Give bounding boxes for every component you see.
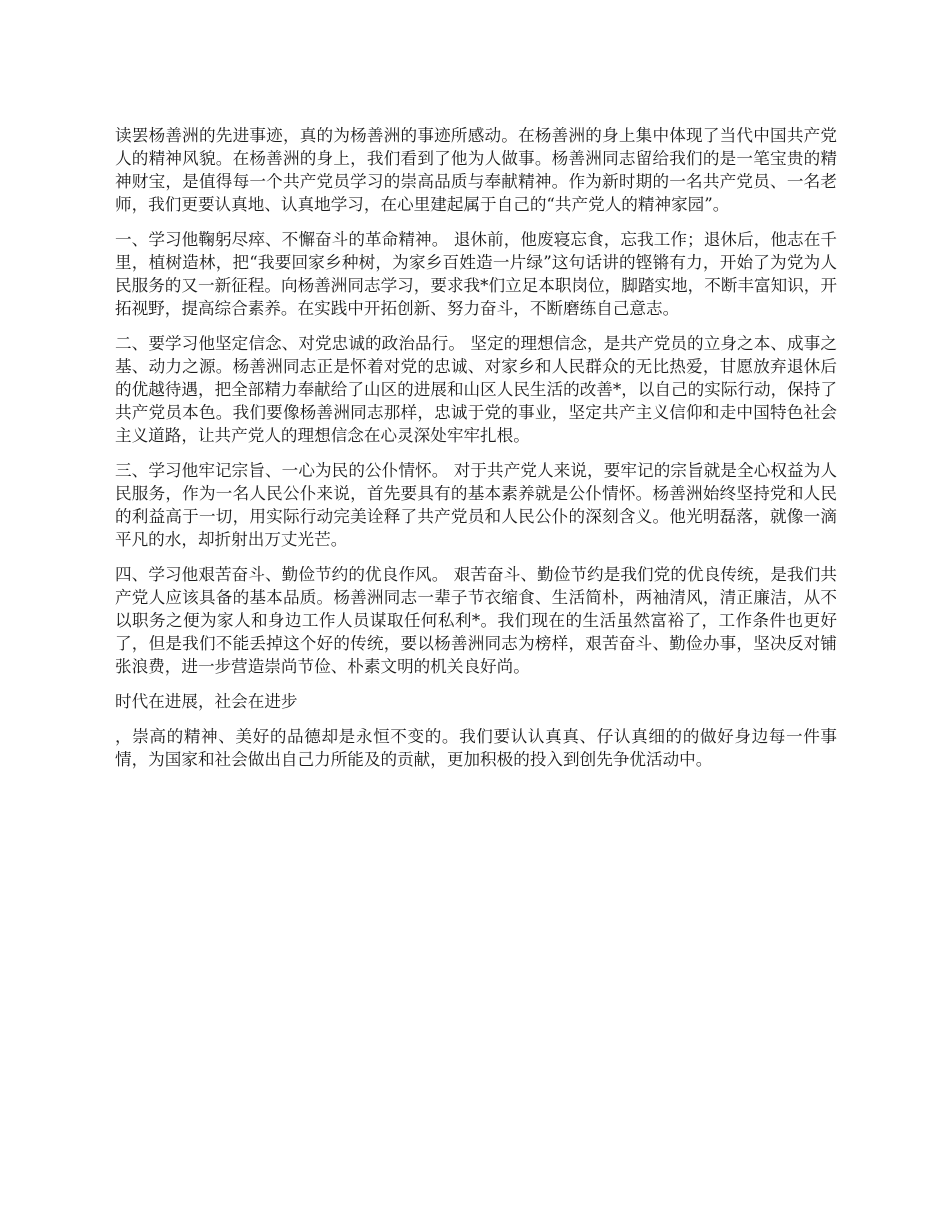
- section-four-paragraph: 四、学习他艰苦奋斗、勤俭节约的优良作风。 艰苦奋斗、勤俭节约是我们党的优良传统，是我们共产党人应该具备的基本品质。杨善洲同志一辈子节衣缩食、生活简朴，两袖清风，清正廉洁，从不以职务之便为家人和身边工作人员谋取任何私利*。我们现在的生活虽然富裕了，工作条件也更好了，但是我们不能丢掉这个好的传统，要以杨善洲同志为榜样，艰苦奋斗、勤俭办事，坚决反对铺张浪费，进一步营造崇尚节俭、朴素文明的机关良好尚。: [115, 565, 837, 676]
- section-three-paragraph: 三、学习他牢记宗旨、一心为民的公仆情怀。 对于共产党人来说，要牢记的宗旨就是全心权益为人民服务，作为一名人民公仆来说，首先要具有的基本素养就是公仆情怀。杨善洲始终坚持党和人民的利益高于一切，用实际行动完美诠释了共产党员和人民公仆的深刻含义。他光明磊落，就像一滴平凡的水，却折射出万丈光芒。: [115, 461, 837, 549]
- closing-paragraph: ，崇高的精神、美好的品德却是永恒不变的。我们要认认真真、仔认真细的的做好身边每一件事情，为国家和社会做出自己力所能及的贡献，更加积极的投入到创先争优活动中。: [115, 727, 837, 769]
- section-one-paragraph: 一、学习他鞠躬尽瘁、不懈奋斗的革命精神。 退休前，他废寝忘食，忘我工作；退休后，他志在千里，植树造林，把“我要回家乡种树，为家乡百姓造一片绿”这句话讲的铿锵有力，开始了为党为人民服务的又一新征程。向杨善洲同志学习，要求我*们立足本职岗位，脚踏实地，不断丰富知识，开拓视野，提高综合素养。在实践中开拓创新、努力奋斗，不断磨练自己意志。: [115, 230, 837, 318]
- document-body: [115, 124, 837, 783]
- closing-line: 时代在进展，社会在进步: [115, 692, 298, 711]
- section-two-paragraph: 二、要学习他坚定信念、对党忠诚的政治品行。 坚定的理想信念，是共产党员的立身之本、成事之基、动力之源。杨善洲同志正是怀着对党的忠诚、对家乡和人民群众的无比热爱，甘愿放弃退休后的优越待遇，把全部精力奉献给了山区的进展和山区人民生活的改善*，以自己的实际行动，保持了共产党员本色。我们要像杨善洲同志那样，忠诚于党的事业，坚定共产主义信仰和走中国特色社会主义道路，让共产党人的理想信念在心灵深处牢牢扎根。: [115, 334, 837, 445]
- intro-paragraph: 读罢杨善洲的先进事迹，真的为杨善洲的事迹所感动。在杨善洲的身上集中体现了当代中国共产党人的精神风貌。在杨善洲的身上，我们看到了他为人做事。杨善洲同志留给我们的是一笔宝贵的精神财宝，是值得每一个共产党员学习的崇高品质与奉献精神。作为新时期的一名共产党员、一名老师，我们更要认真地、认真地学习，在心里建起属于自己的“共产党人的精神家园”。: [115, 126, 837, 214]
